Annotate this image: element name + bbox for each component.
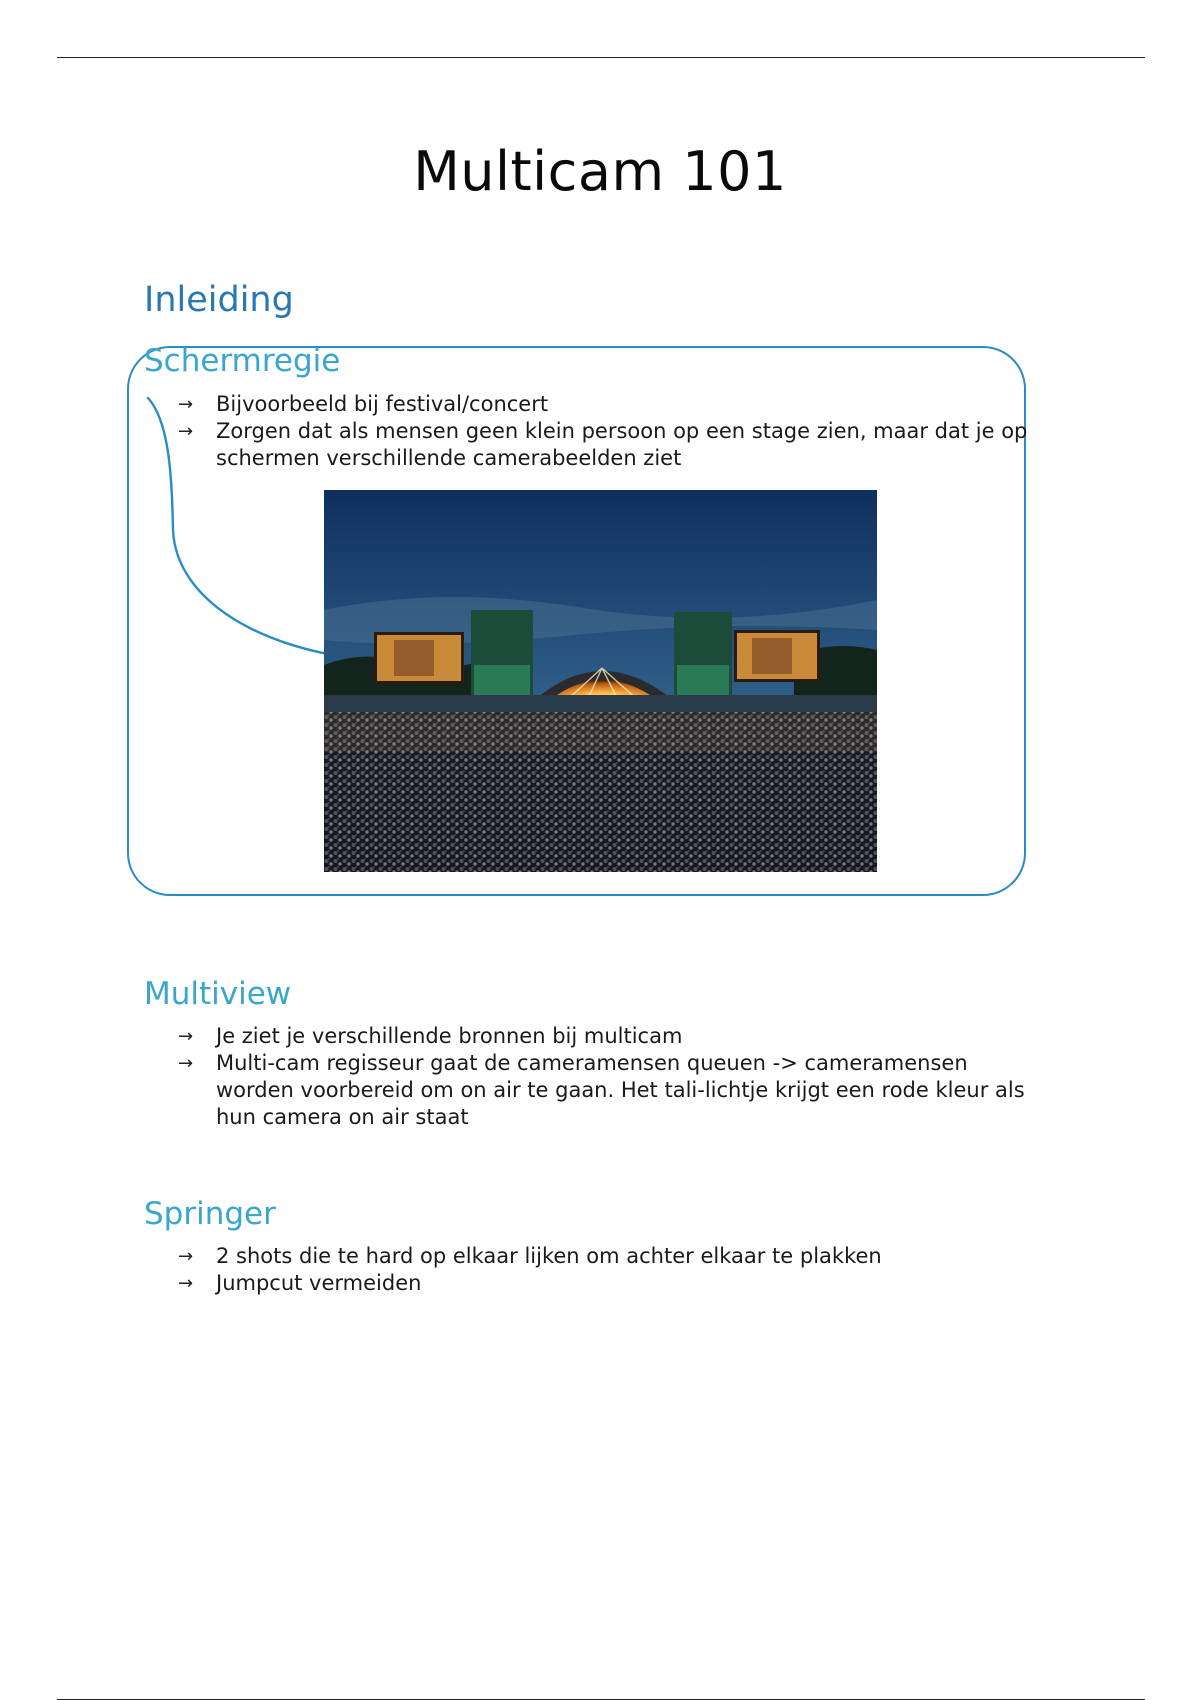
springer-list bbox=[178, 1243, 1048, 1297]
heading-multiview: Multiview bbox=[144, 976, 292, 1012]
heading-schermregie: Schermregie bbox=[144, 343, 341, 379]
list-item: → Zorgen dat als mensen geen klein persoon op een stage zien, maar dat je op schermen verschillende camerabeelden ziet bbox=[178, 419, 1028, 470]
list-item: → Jumpcut vermeiden bbox=[178, 1271, 422, 1295]
concert-photo bbox=[324, 490, 877, 872]
right-arrow-icon: → bbox=[178, 1273, 194, 1294]
multiview-list bbox=[178, 1023, 1048, 1131]
schermregie-list bbox=[178, 391, 1048, 472]
right-arrow-icon: → bbox=[178, 1246, 194, 1267]
list-item: → Multi-cam regisseur gaat de cameramensen queuen -> cameramensen worden voorbereid om on air te gaan. Het tali-lichtje krijgt een rode kleur als hun camera on air staat bbox=[178, 1051, 1025, 1129]
page-title: Multicam 101 bbox=[413, 140, 787, 203]
right-arrow-icon: → bbox=[178, 1053, 194, 1074]
list-item: → Bijvoorbeeld bij festival/concert bbox=[178, 392, 549, 416]
right-arrow-icon: → bbox=[178, 1026, 194, 1047]
list-item: → 2 shots die te hard op elkaar lijken om achter elkaar te plakken bbox=[178, 1244, 882, 1268]
list-item: → Je ziet je verschillende bronnen bij multicam bbox=[178, 1024, 683, 1048]
top-rule bbox=[57, 57, 1145, 58]
right-arrow-icon: → bbox=[178, 394, 194, 415]
heading-inleiding: Inleiding bbox=[144, 280, 294, 320]
right-arrow-icon: → bbox=[178, 421, 194, 442]
heading-springer: Springer bbox=[144, 1196, 276, 1232]
